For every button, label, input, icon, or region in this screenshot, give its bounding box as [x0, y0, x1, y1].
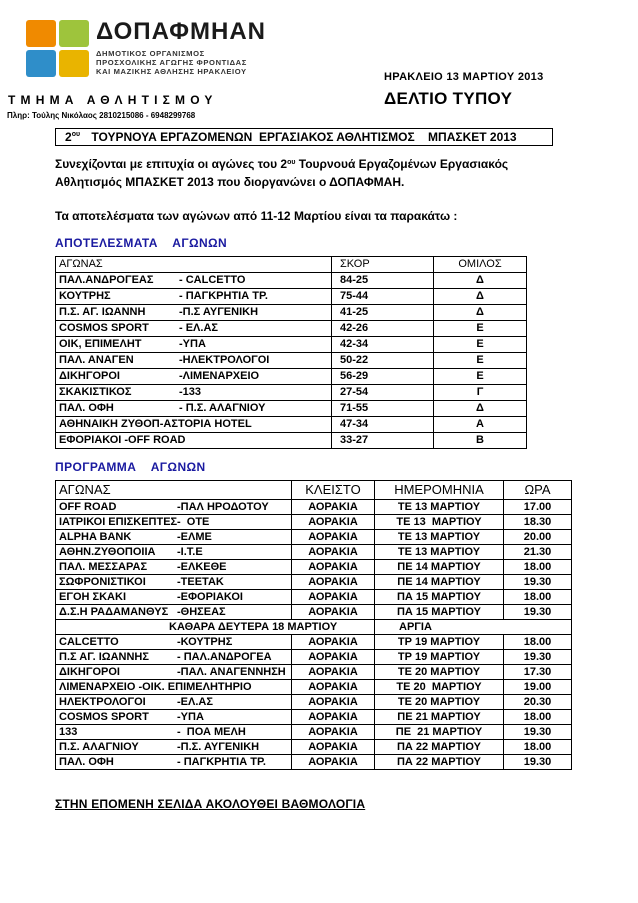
score-cell: 41-25 — [332, 305, 434, 321]
group-cell: Ε — [434, 321, 527, 337]
program-column-header: ΗΜΕΡΟΜΗΝΙΑ — [375, 481, 504, 500]
score-cell: 27-54 — [332, 385, 434, 401]
team-a: ΕΦΟΡΙΑΚΟΙ -OFF ROAD — [59, 434, 186, 446]
team-b: -Π.Σ. ΑΥΓΕΝΙΚΗ — [177, 741, 260, 753]
date-cell: ΠΑ 15 ΜΑΡΤΙΟΥ — [375, 590, 504, 605]
team-a: Δ.Σ.Η ΡΑΔΑΜΑΝΘΥΣ — [59, 606, 169, 618]
group-cell: Ε — [434, 337, 527, 353]
match-cell — [56, 401, 332, 417]
intro-part2: Τουρνουά Εργαζομένων Εργασιακός Αθλητισμός ΜΠΑΣΚΕΤ 2013 που διοργανώνει ο ΔΟΠΑΦΜΑΗ. — [55, 157, 509, 189]
team-b: - CALCETTO — [179, 274, 246, 286]
date-cell: ΤΕ 13 ΜΑΡΤΙΟΥ — [375, 530, 504, 545]
time-cell: 19.30 — [504, 725, 572, 740]
match-cell — [56, 650, 292, 665]
time-cell: 20.00 — [504, 530, 572, 545]
date-cell: ΠΑ 22 ΜΑΡΤΙΟΥ — [375, 755, 504, 770]
results-row — [56, 337, 527, 353]
score-cell: 50-22 — [332, 353, 434, 369]
date-cell: ΠΕ 21 ΜΑΡΤΙΟΥ — [375, 725, 504, 740]
match-cell — [56, 590, 292, 605]
header-date: ΗΡΑΚΛΕΙΟ 13 ΜΑΡΤΙΟΥ 2013 — [384, 71, 544, 83]
time-cell: 19.30 — [504, 650, 572, 665]
team-a: ΠΑΛ. ΟΦΗ — [59, 402, 114, 414]
intro-part1: Συνεχίζονται με επιτυχία οι αγώνες του 2 — [55, 157, 288, 171]
time-cell: 18.00 — [504, 740, 572, 755]
time-cell: 19.30 — [504, 575, 572, 590]
intro-paragraph — [55, 155, 575, 191]
results-heading: ΑΠΟΤΕΛΕΣΜΑΤΑ ΑΓΩΝΩΝ — [55, 236, 228, 250]
tournament-title — [55, 128, 553, 146]
program-row — [56, 515, 572, 530]
program-row — [56, 575, 572, 590]
results-row — [56, 385, 527, 401]
time-cell: 19.30 — [504, 605, 572, 620]
group-cell: Δ — [434, 273, 527, 289]
results-row — [56, 401, 527, 417]
date-cell: ΤΕ 13 ΜΑΡΤΙΟΥ — [375, 515, 504, 530]
team-a: Π.Σ ΑΓ. ΙΩΑΝΝΗΣ — [59, 651, 149, 663]
team-a: ΑΘΗΝΑΙΚΗ ΖΥΘΟΠ-ΑΣΤΟΡΙΑ HOTEL — [59, 418, 252, 430]
program-row — [56, 695, 572, 710]
date-cell: ΠΑ 15 ΜΑΡΤΙΟΥ — [375, 605, 504, 620]
results-row — [56, 321, 527, 337]
footer-note: ΣΤΗΝ ΕΠΟΜΕΝΗ ΣΕΛΙΔΑ ΑΚΟΛΟΥΘΕΙ ΒΑΘΜΟΛΟΓΙΑ — [55, 797, 366, 811]
header-contact: Πληρ: Τούλης Νικόλαος 2810215086 - 6948299768 — [7, 111, 196, 120]
program-table — [55, 480, 572, 770]
date-cell: ΤΕ 13 ΜΑΡΤΙΟΥ — [375, 500, 504, 515]
results-row — [56, 369, 527, 385]
team-b: -ΚΟΥΤΡΗΣ — [177, 636, 233, 648]
program-row — [56, 710, 572, 725]
score-cell: 47-34 — [332, 417, 434, 433]
time-cell: 18.00 — [504, 635, 572, 650]
match-cell — [56, 755, 292, 770]
match-cell — [56, 665, 292, 680]
team-b: -Π.Σ ΑΥΓΕΝΙΚΗ — [179, 306, 259, 318]
date-cell: ΤΕ 20 ΜΑΡΤΙΟΥ — [375, 665, 504, 680]
team-b: -ΥΠΑ — [179, 338, 206, 350]
program-row — [56, 725, 572, 740]
score-cell: 75-44 — [332, 289, 434, 305]
time-cell: 18.00 — [504, 560, 572, 575]
team-a: OFF ROAD — [59, 501, 117, 513]
venue-cell: ΑΟΡΑΚΙΑ — [292, 650, 375, 665]
team-a: 133 — [59, 726, 78, 738]
results-column-header: ΣΚΟΡ — [332, 257, 434, 273]
team-b: -ΗΛΕΚΤΡΟΛΟΓΟΙ — [179, 354, 270, 366]
score-cell: 71-55 — [332, 401, 434, 417]
results-row — [56, 417, 527, 433]
group-cell: Δ — [434, 289, 527, 305]
venue-cell: ΑΟΡΑΚΙΑ — [292, 575, 375, 590]
time-cell: 18.00 — [504, 710, 572, 725]
logo-tile-1 — [26, 20, 56, 47]
logo-tile-4 — [59, 50, 89, 77]
program-row — [56, 530, 572, 545]
team-a: Π.Σ. ΑΛΑΓΝΙΟΥ — [59, 741, 139, 753]
score-cell: 42-34 — [332, 337, 434, 353]
venue-cell: ΑΟΡΑΚΙΑ — [292, 680, 375, 695]
time-cell: 20.30 — [504, 695, 572, 710]
match-cell — [56, 530, 292, 545]
program-row — [56, 740, 572, 755]
date-cell: ΤΕ 13 ΜΑΡΤΙΟΥ — [375, 545, 504, 560]
intro-sup: ου — [287, 159, 296, 166]
team-a: ΠΑΛ. ΜΕΣΣΑΡΑΣ — [59, 561, 148, 573]
team-a: ΑΘΗΝ.ΖΥΘΟΠΟΙΙΑ — [59, 546, 156, 558]
date-cell: ΤΕ 20 ΜΑΡΤΙΟΥ — [375, 680, 504, 695]
time-cell: 17.00 — [504, 500, 572, 515]
venue-cell: ΑΟΡΑΚΙΑ — [292, 605, 375, 620]
team-b: - ΠΑΛ.ΑΝΔΡΟΓΕΑ — [177, 651, 272, 663]
time-cell: 21.30 — [504, 545, 572, 560]
match-cell — [56, 273, 332, 289]
team-a: ALPHA BANK — [59, 531, 132, 543]
match-cell — [56, 289, 332, 305]
match-cell — [56, 725, 292, 740]
team-a: ΔΙΚΗΓΟΡΟΙ — [59, 666, 120, 678]
program-column-header: ΑΓΩΝΑΣ — [56, 481, 292, 500]
team-b: -ΤΕΕΤΑΚ — [177, 576, 224, 588]
date-cell: ΠΕ 14 ΜΑΡΤΙΟΥ — [375, 575, 504, 590]
results-row — [56, 289, 527, 305]
header-press-release: ΔΕΛΤΙΟ ΤΥΠΟΥ — [384, 89, 513, 108]
venue-cell: ΑΟΡΑΚΙΑ — [292, 530, 375, 545]
match-cell — [56, 369, 332, 385]
match-cell — [56, 695, 292, 710]
program-column-header: ΩΡΑ — [504, 481, 572, 500]
venue-cell: ΑΟΡΑΚΙΑ — [292, 725, 375, 740]
program-row — [56, 680, 572, 695]
results-row — [56, 433, 527, 449]
date-cell: ΤΡ 19 ΜΑΡΤΙΟΥ — [375, 635, 504, 650]
logo-tiles — [26, 20, 90, 78]
logo-tile-3 — [26, 50, 56, 77]
team-a: CALCETTO — [59, 636, 119, 648]
match-cell — [56, 353, 332, 369]
results-column-header: ΑΓΩΝΑΣ — [56, 257, 332, 273]
match-cell — [56, 417, 332, 433]
match-cell — [56, 385, 332, 401]
organization-logo — [26, 18, 266, 82]
team-b: -ΠΑΛ ΗΡΟΔΟΤΟΥ — [177, 501, 269, 513]
group-cell: Δ — [434, 305, 527, 321]
time-cell: 18.30 — [504, 515, 572, 530]
time-cell: 19.30 — [504, 755, 572, 770]
group-cell: Δ — [434, 401, 527, 417]
team-b: -133 — [179, 386, 202, 398]
venue-cell: ΑΟΡΑΚΙΑ — [292, 710, 375, 725]
title-ordinal: 2 — [65, 130, 72, 144]
team-a: COSMOS SPORT — [59, 711, 149, 723]
venue-cell: ΑΟΡΑΚΙΑ — [292, 515, 375, 530]
venue-cell: ΑΟΡΑΚΙΑ — [292, 560, 375, 575]
header-department: ΤΜΗΜΑ ΑΘΛΗΤΙΣΜΟΥ — [8, 93, 218, 107]
match-cell — [56, 515, 292, 530]
team-b: -Ι.Τ.Ε — [177, 546, 203, 558]
program-row — [56, 755, 572, 770]
date-cell: ΤΕ 20 ΜΑΡΤΙΟΥ — [375, 695, 504, 710]
team-b: -ΛΙΜΕΝΑΡΧΕΙΟ — [179, 370, 260, 382]
time-cell: 18.00 — [504, 590, 572, 605]
match-cell — [56, 560, 292, 575]
team-a: ΚΟΥΤΡΗΣ — [59, 290, 111, 302]
match-cell — [56, 321, 332, 337]
match-cell — [56, 710, 292, 725]
match-cell — [56, 545, 292, 560]
team-a: Π.Σ. ΑΓ. ΙΩΑΝΝΗ — [59, 306, 146, 318]
logo-tile-2 — [59, 20, 89, 47]
logo-brand: ΔΟΠΑΦΜΗΑΝ — [96, 18, 266, 45]
team-b: -ΕΦΟΡΙΑΚΟΙ — [177, 591, 243, 603]
team-b: - ΕΛ.ΑΣ — [179, 322, 218, 334]
score-cell: 42-26 — [332, 321, 434, 337]
match-cell — [56, 575, 292, 590]
venue-cell: ΑΟΡΑΚΙΑ — [292, 590, 375, 605]
date-cell: ΠΕ 14 ΜΑΡΤΙΟΥ — [375, 560, 504, 575]
match-cell — [56, 337, 332, 353]
group-cell: Γ — [434, 385, 527, 401]
date-cell: ΠΑ 22 ΜΑΡΤΙΟΥ — [375, 740, 504, 755]
score-cell: 56-29 — [332, 369, 434, 385]
group-cell: Β — [434, 433, 527, 449]
team-a: ΛΙΜΕΝΑΡΧΕΙΟ -ΟΙΚ. ΕΠΙΜΕΛΗΤΗΡΙΟ — [59, 681, 252, 693]
venue-cell: ΑΟΡΑΚΙΑ — [292, 740, 375, 755]
program-row — [56, 560, 572, 575]
results-intro: Τα αποτελέσματα των αγώνων από 11-12 Μαρτίου είναι τα παρακάτω : — [55, 209, 458, 223]
match-cell — [56, 605, 292, 620]
venue-cell: ΑΟΡΑΚΙΑ — [292, 500, 375, 515]
results-row — [56, 305, 527, 321]
match-cell — [56, 305, 332, 321]
holiday-row — [56, 620, 572, 635]
venue-cell: ΑΟΡΑΚΙΑ — [292, 665, 375, 680]
program-row — [56, 500, 572, 515]
team-a: ΣΚΑΚΙΣΤΙΚΟΣ — [59, 386, 132, 398]
venue-cell: ΑΟΡΑΚΙΑ — [292, 545, 375, 560]
score-cell: 84-25 — [332, 273, 434, 289]
holiday-text: ΚΑΘΑΡΑ ΔΕΥΤΕΡΑ 18 ΜΑΡΤΙΟΥ — [56, 620, 375, 635]
team-b: -ΕΛΜΕ — [177, 531, 212, 543]
results-table — [55, 256, 527, 449]
match-cell — [56, 635, 292, 650]
program-row — [56, 650, 572, 665]
results-header-row — [56, 257, 527, 273]
program-row — [56, 545, 572, 560]
date-cell: ΤΡ 19 ΜΑΡΤΙΟΥ — [375, 650, 504, 665]
holiday-label: ΑΡΓΙΑ — [375, 620, 572, 635]
team-a: ΕΓΟΗ ΣΚΑΚΙ — [59, 591, 126, 603]
program-header-row — [56, 481, 572, 500]
match-cell — [56, 500, 292, 515]
match-cell — [56, 740, 292, 755]
team-b: -ΘΗΣΕΑΣ — [177, 606, 226, 618]
logo-subtitle: ΔΗΜΟΤΙΚΟΣ ΟΡΓΑΝΙΣΜΟΣ ΠΡΟΣΧΟΛΙΚΗΣ ΑΓΩΓΗΣ ΦΡΟΝΤΙΔΑΣ ΚΑΙ ΜΑΖΙΚΗΣ ΑΘΛΗΣΗΣ ΗΡΑΚΛΕΙΟΥ — [96, 49, 247, 76]
program-row — [56, 590, 572, 605]
team-b: - Π.Σ. ΑΛΑΓΝΙΟΥ — [179, 402, 266, 414]
team-b: -ΕΛ.ΑΣ — [177, 696, 213, 708]
team-a: ΙΑΤΡΙΚΟΙ ΕΠΙΣΚΕΠΤΕΣ — [59, 516, 178, 528]
team-a: ΟΙΚ, ΕΠΙΜΕΛΗΤ — [59, 338, 142, 350]
program-row — [56, 605, 572, 620]
team-b: - ΠΑΓΚΡΗΤΙΑ ΤΡ. — [177, 756, 266, 768]
title-text: ΤΟΥΡΝΟΥΑ ΕΡΓΑΖΟΜΕΝΩΝ ΕΡΓΑΣΙΑΚΟΣ ΑΘΛΗΤΙΣΜΟΣ ΜΠΑΣΚΕΤ 2013 — [91, 130, 517, 144]
team-a: ΠΑΛ. ΟΦΗ — [59, 756, 114, 768]
group-cell: Ε — [434, 353, 527, 369]
time-cell: 17.30 — [504, 665, 572, 680]
team-b: - ΠΟΑ ΜΕΛΗ — [177, 726, 246, 738]
results-row — [56, 353, 527, 369]
match-cell — [56, 680, 292, 695]
team-b: - ΠΑΓΚΡΗΤΙΑ ΤΡ. — [179, 290, 268, 302]
group-cell: Ε — [434, 369, 527, 385]
team-b: -ΕΛΚΕΘΕ — [177, 561, 227, 573]
venue-cell: ΑΟΡΑΚΙΑ — [292, 755, 375, 770]
program-row — [56, 635, 572, 650]
time-cell: 19.00 — [504, 680, 572, 695]
program-column-header: ΚΛΕΙΣΤΟ — [292, 481, 375, 500]
team-b: -ΥΠΑ — [177, 711, 204, 723]
team-a: ΔΙΚΗΓΟΡΟΙ — [59, 370, 120, 382]
program-row — [56, 665, 572, 680]
match-cell — [56, 433, 332, 449]
venue-cell: ΑΟΡΑΚΙΑ — [292, 635, 375, 650]
team-a: COSMOS SPORT — [59, 322, 149, 334]
score-cell: 33-27 — [332, 433, 434, 449]
group-cell: Α — [434, 417, 527, 433]
team-a: ΣΩΦΡΟΝΙΣΤΙΚΟΙ — [59, 576, 146, 588]
team-a: ΠΑΛ.ΑΝΔΡΟΓΕΑΣ — [59, 274, 154, 286]
date-cell: ΠΕ 21 ΜΑΡΤΙΟΥ — [375, 710, 504, 725]
team-b: -ΠΑΛ. ΑΝΑΓΕΝΝΗΣΗ — [177, 666, 286, 678]
team-a: ΗΛΕΚΤΡΟΛΟΓΟΙ — [59, 696, 146, 708]
team-a: ΠΑΛ. ΑΝΑΓΕΝ — [59, 354, 134, 366]
venue-cell: ΑΟΡΑΚΙΑ — [292, 695, 375, 710]
results-row — [56, 273, 527, 289]
results-column-header: ΟΜΙΛΟΣ — [434, 257, 527, 273]
program-heading: ΠΡΟΓΡΑΜΜΑ ΑΓΩΝΩΝ — [55, 460, 206, 474]
team-b: - ΟΤΕ — [177, 516, 210, 528]
title-ordinal-sup: ου — [71, 131, 81, 138]
